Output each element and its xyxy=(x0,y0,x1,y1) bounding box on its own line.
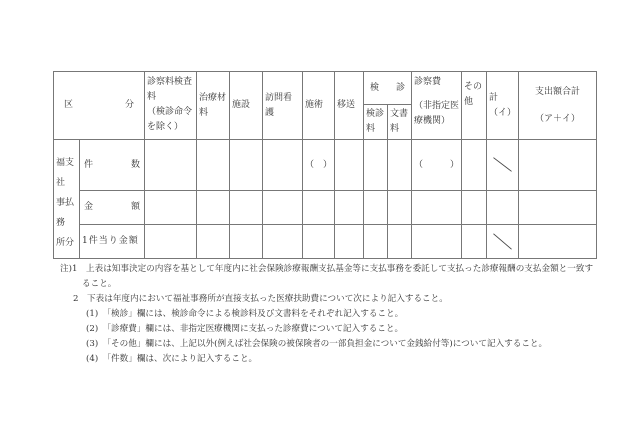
header-kubun xyxy=(54,72,145,140)
header-kubun-right: 分 xyxy=(124,100,134,110)
note: (3) 「その他」欄には、上記以外(例えば社会保険の被保険者の一部負担金について金銭給付等)について記入すること。 xyxy=(86,339,548,349)
note: 注)1 上表は知事決定の内容を基として年度内に社会保険診療報酬支払基金等に支払事務を委託して支払った診療報酬の支払金額と一致す xyxy=(60,264,594,274)
t: 件 xyxy=(84,159,94,170)
note: (4) 「件数」欄は、次により記入すること。 xyxy=(86,354,258,364)
note: ること。 xyxy=(82,279,117,289)
sejutsu-count: （ ） xyxy=(303,140,335,191)
t: 金 xyxy=(84,202,94,212)
medical-aid-table xyxy=(53,71,597,259)
header-kenshin xyxy=(364,72,412,105)
header-bunsho xyxy=(388,105,412,140)
t: 料 xyxy=(390,124,400,134)
header-shisetsu: 施設 xyxy=(230,72,263,140)
table-row xyxy=(54,225,597,259)
t: 務 xyxy=(56,218,66,228)
t: 診察料検査 xyxy=(147,77,193,87)
header-houmon: 訪問看護 xyxy=(263,72,303,140)
t: （非指定医 xyxy=(414,101,460,111)
diagonal-cell xyxy=(487,225,519,259)
t: 数 xyxy=(130,159,140,170)
t: 料 xyxy=(199,107,209,118)
t: 診察費 xyxy=(414,77,442,87)
group-label xyxy=(54,140,80,259)
diagonal-cell xyxy=(487,140,519,191)
shinsatsuhi-count: （ ） xyxy=(412,140,462,191)
row-label-per-case: 1件当り金額 xyxy=(80,225,145,259)
t: 所分 xyxy=(56,238,75,248)
t: 社 xyxy=(56,178,66,188)
t: 療機関） xyxy=(414,116,451,126)
header-kenshinryo xyxy=(364,105,388,140)
note: 2 下表は年度内において福祉事務所が直接支払った医療扶助費について次により記入すること。 xyxy=(73,294,448,304)
header-isou: 移送 xyxy=(335,72,364,140)
t: 他 xyxy=(464,97,474,107)
t: 検診 xyxy=(366,109,385,119)
table-row xyxy=(54,140,597,191)
t: 料 xyxy=(366,124,376,134)
header-shinsatsu-kensa xyxy=(145,72,197,140)
header-goukei xyxy=(519,72,597,140)
header-sonota xyxy=(462,72,487,140)
t: 福支 xyxy=(56,158,75,168)
header-chiryo xyxy=(197,72,230,140)
t: 検 xyxy=(370,82,380,93)
header-kei xyxy=(487,72,519,140)
note: (2) 「診療費」欄には、非指定医療機関に支払った診療費について記入すること。 xyxy=(86,324,404,334)
t: 事払 xyxy=(56,198,75,208)
t: 文書 xyxy=(390,109,409,119)
t: （検診命令 xyxy=(147,107,193,117)
row-label-count xyxy=(80,140,145,191)
t: 額 xyxy=(130,202,140,212)
header-shinsatsuhi xyxy=(412,72,462,140)
t: その xyxy=(464,82,483,92)
header-sejutsu: 施術 xyxy=(303,72,335,140)
table-row xyxy=(54,191,597,225)
t: 料 xyxy=(147,92,157,102)
t: 計 xyxy=(489,92,499,103)
t: 診 xyxy=(396,82,406,93)
note: (1) 「検診」欄には、検診命令による検診料及び文書料をそれぞれ記入すること。 xyxy=(86,309,404,319)
t: を除く） xyxy=(147,122,184,132)
header-kubun-left: 区 xyxy=(64,100,74,110)
t: 治療材 xyxy=(199,92,227,103)
t: （イ） xyxy=(489,107,517,118)
notes xyxy=(60,262,593,367)
row-label-amount xyxy=(80,191,145,225)
t: 支出額合計 xyxy=(535,86,581,97)
t: （ア＋イ） xyxy=(535,113,581,124)
